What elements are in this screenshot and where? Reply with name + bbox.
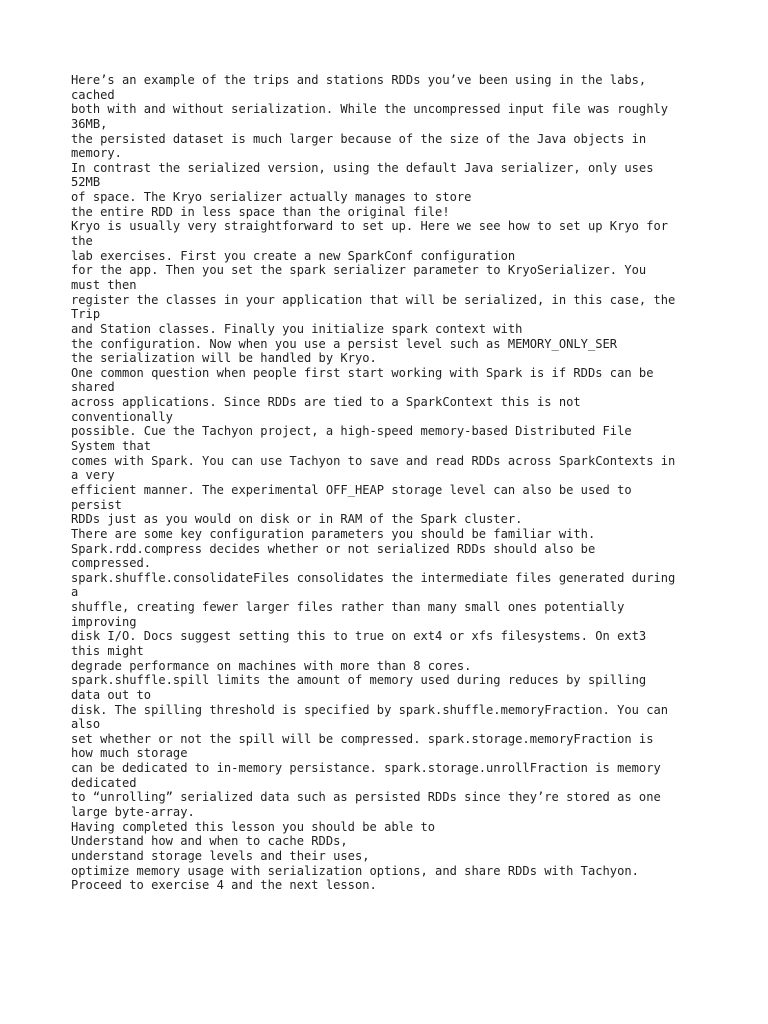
text-line: Kryo is usually very straightforward to set up. Here we see how to set up Kryo for bbox=[71, 219, 669, 234]
text-line: Having completed this lesson you should be able to bbox=[71, 819, 436, 834]
text-line: across applications. Since RDDs are tied to a SparkContext this is not bbox=[71, 395, 581, 410]
text-line: Proceed to exercise 4 and the next lesson. bbox=[71, 878, 377, 893]
text-line: the persisted dataset is much larger because of the size of the Java objects in bbox=[71, 131, 647, 146]
text-line: possible. Cue the Tachyon project, a high-speed memory-based Distributed File bbox=[71, 424, 632, 439]
text-line: conventionally bbox=[71, 409, 173, 424]
text-line: set whether or not the spill will be compressed. spark.storage.memoryFraction is bbox=[71, 731, 654, 746]
text-line: spark.shuffle.consolidateFiles consolidates the intermediate files generated during bbox=[71, 570, 676, 585]
text-line: this might bbox=[71, 643, 144, 658]
text-line: compressed. bbox=[71, 556, 152, 571]
text-line: shuffle, creating fewer larger files rather than many small ones potentially bbox=[71, 600, 625, 615]
text-line: disk I/O. Docs suggest setting this to true on ext4 or xfs filesystems. On ext3 bbox=[71, 629, 647, 644]
text-line: efficient manner. The experimental OFF_HEAP storage level can also be used to bbox=[71, 482, 632, 497]
text-line: improving bbox=[71, 614, 137, 629]
text-line: a very bbox=[71, 468, 115, 483]
text-line: One common question when people first start working with Spark is if RDDs can be bbox=[71, 365, 654, 380]
text-line: large byte-array. bbox=[71, 805, 195, 820]
text-line: to “unrolling” serialized data such as persisted RDDs since they’re stored as one bbox=[71, 790, 661, 805]
text-line: the serialization will be handled by Kryo. bbox=[71, 351, 377, 366]
text-line: how much storage bbox=[71, 746, 188, 761]
text-line: the configuration. Now when you use a persist level such as MEMORY_ONLY_SER bbox=[71, 336, 618, 351]
text-line: for the app. Then you set the spark serializer parameter to KryoSerializer. You bbox=[71, 263, 647, 278]
text-line: must then bbox=[71, 277, 137, 292]
text-line: spark.shuffle.spill limits the amount of memory used during reduces by spilling bbox=[71, 673, 647, 688]
text-line: understand storage levels and their uses, bbox=[71, 848, 370, 863]
document-body bbox=[71, 73, 711, 893]
text-line: optimize memory usage with serialization options, and share RDDs with Tachyon. bbox=[71, 863, 639, 878]
text-line: 52MB bbox=[71, 175, 101, 190]
text-line: RDDs just as you would on disk or in RAM of the Spark cluster. bbox=[71, 512, 523, 527]
text-line: can be dedicated to in-memory persistance. spark.storage.unrollFraction is memory bbox=[71, 761, 661, 776]
text-line: comes with Spark. You can use Tachyon to save and read RDDs across SparkContexts in bbox=[71, 453, 676, 468]
text-line: and Station classes. Finally you initialize spark context with bbox=[71, 321, 523, 336]
text-line: persist bbox=[71, 497, 122, 512]
text-line: lab exercises. First you create a new SparkConf configuration bbox=[71, 248, 516, 263]
text-line: In contrast the serialized version, using the default Java serializer, only uses bbox=[71, 160, 654, 175]
text-line: data out to bbox=[71, 687, 152, 702]
text-line: a bbox=[71, 585, 79, 600]
text-line: Understand how and when to cache RDDs, bbox=[71, 834, 348, 849]
text-line: System that bbox=[71, 439, 152, 454]
text-line: register the classes in your application that will be serialized, in this case, the bbox=[71, 292, 676, 307]
text-line: also bbox=[71, 717, 101, 732]
text-line: Trip bbox=[71, 307, 101, 322]
text-line: the bbox=[71, 234, 93, 249]
text-line: the entire RDD in less space than the original file! bbox=[71, 204, 450, 219]
text-line: both with and without serialization. While the uncompressed input file was roughly bbox=[71, 102, 669, 117]
text-line: cached bbox=[71, 87, 115, 102]
text-line: shared bbox=[71, 380, 115, 395]
text-line: memory. bbox=[71, 146, 122, 161]
text-line: 36MB, bbox=[71, 116, 108, 131]
text-line: Here’s an example of the trips and stations RDDs you’ve been using in the labs, bbox=[71, 73, 647, 87]
text-line: There are some key configuration parameters you should be familiar with. bbox=[71, 526, 596, 541]
text-line: Spark.rdd.compress decides whether or not serialized RDDs should also be bbox=[71, 541, 596, 556]
text-line: of space. The Kryo serializer actually manages to store bbox=[71, 190, 472, 205]
text-line: dedicated bbox=[71, 775, 137, 790]
text-line: degrade performance on machines with more than 8 cores. bbox=[71, 658, 472, 673]
text-line: disk. The spilling threshold is specified by spark.shuffle.memoryFraction. You can bbox=[71, 702, 669, 717]
